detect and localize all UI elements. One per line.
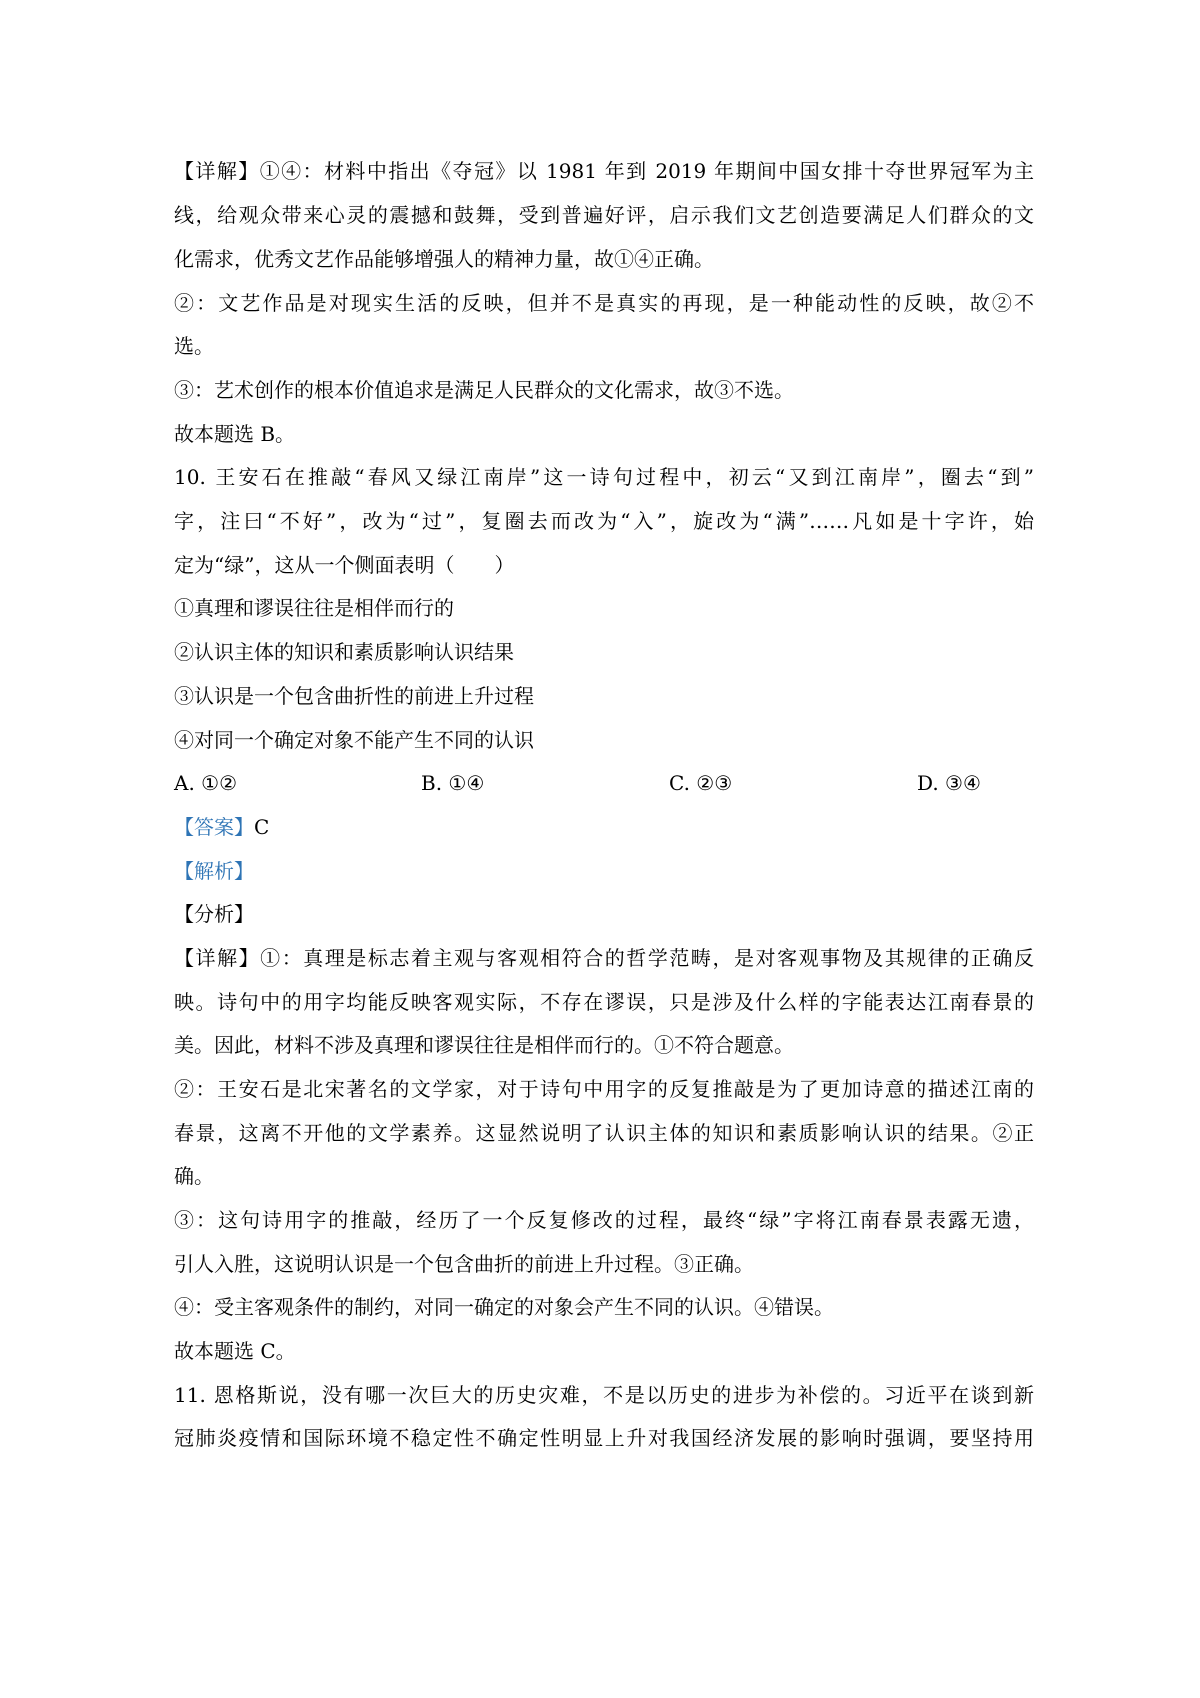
analysis-label: 【解析】: [174, 859, 254, 883]
q10-detail2-line: 确。: [174, 1164, 214, 1188]
q10-detail-line: 【详解】①：真理是标志着主观与客观相符合的哲学范畴，是对客观事物及其规律的正确反: [174, 946, 1034, 970]
q9-detail-line: 线，给观众带来心灵的震撼和鼓舞，受到普遍好评，启示我们文艺创造要满足人们群众的文: [174, 203, 1034, 227]
q9-detail-line: 【详解】①④：材料中指出《夺冠》以 1981 年到 2019 年期间中国女排十夺世界冠军为主: [174, 159, 1034, 183]
q10-detail-line: 美。因此，材料不涉及真理和谬误往往是相伴而行的。①不符合题意。: [174, 1033, 794, 1057]
q10-detail-line: 映。诗句中的用字均能反映客观实际，不存在谬误，只是涉及什么样的字能表达江南春景的: [174, 990, 1034, 1014]
q10-stem-line: 10. 王安石在推敲“春风又绿江南岸”这一诗句过程中，初云“又到江南岸”，圈去“到”: [174, 465, 1034, 489]
q10-detail3-line: 引人入胜，这说明认识是一个包含曲折的前进上升过程。③正确。: [174, 1252, 754, 1276]
q9-detail-line: 化需求，优秀文艺作品能够增强人的精神力量，故①④正确。: [174, 247, 714, 271]
q10-stem-line: 定为“绿”，这从一个侧面表明（ ）: [174, 553, 515, 577]
q9-point2-line: ②：文艺作品是对现实生活的反映，但并不是真实的再现，是一种能动性的反映，故②不: [174, 291, 1034, 315]
fenxi-label: 【分析】: [174, 902, 254, 926]
q10-option-d: D. ③④: [917, 771, 981, 795]
q11-stem-line: 11. 恩格斯说，没有哪一次巨大的历史灾难，不是以历史的进步为补偿的。习近平在谈到新: [174, 1383, 1034, 1407]
q10-conclusion: 故本题选 C。: [174, 1339, 296, 1363]
q10-option-c: C. ②③: [669, 771, 733, 795]
q10-detail4: ④：受主客观条件的制约，对同一确定的对象会产生不同的认识。④错误。: [174, 1295, 834, 1319]
q10-item: ③认识是一个包含曲折性的前进上升过程: [174, 684, 534, 708]
q10-option-b: B. ①④: [421, 771, 485, 795]
q10-stem-line: 字，注曰“不好”，改为“过”，复圈去而改为“入”，旋改为“满”……凡如是十字许，始: [174, 509, 1034, 533]
answer-label: 【答案】: [174, 815, 254, 839]
q9-point2-line: 选。: [174, 334, 214, 358]
q10-option-a: A. ①②: [174, 771, 238, 795]
q10-detail2-line: ②：王安石是北宋著名的文学家，对于诗句中用字的反复推敲是为了更加诗意的描述江南的: [174, 1077, 1034, 1101]
q10-item: ②认识主体的知识和素质影响认识结果: [174, 640, 514, 664]
q10-detail2-line: 春景，这离不开他的文学素养。这显然说明了认识主体的知识和素质影响认识的结果。②正: [174, 1121, 1034, 1145]
q10-detail3-line: ③：这句诗用字的推敲，经历了一个反复修改的过程，最终“绿”字将江南春景表露无遗，: [174, 1208, 1034, 1232]
answer-value: C: [254, 815, 270, 839]
q9-point3: ③：艺术创作的根本价值追求是满足人民群众的文化需求，故③不选。: [174, 378, 794, 402]
q9-conclusion: 故本题选 B。: [174, 422, 296, 446]
q10-answer: [174, 813, 1034, 841]
q10-item: ④对同一个确定对象不能产生不同的认识: [174, 728, 534, 752]
q10-item: ①真理和谬误往往是相伴而行的: [174, 596, 454, 620]
q11-stem-line: 冠肺炎疫情和国际环境不稳定性不确定性明显上升对我国经济发展的影响时强调，要坚持用: [174, 1426, 1034, 1450]
